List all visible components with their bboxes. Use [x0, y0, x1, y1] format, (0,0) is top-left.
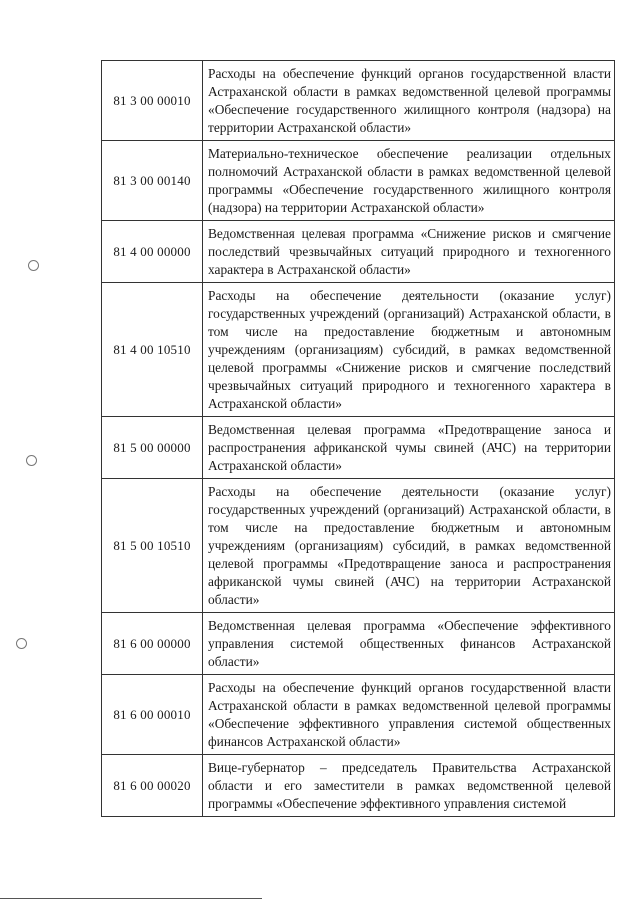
target-article-code: 81 6 00 00000	[102, 613, 203, 674]
expense-description: Ведомственная целевая программа «Обеспечение эффективного управления системой общественных финансов Астраханской области»	[203, 613, 615, 674]
target-article-code: 81 5 00 00000	[102, 417, 203, 478]
expense-description: Ведомственная целевая программа «Предотвращение заноса и распространения африканской чумы свиней (АЧС) на территории Астраханской области»	[203, 417, 615, 478]
page-bottom-rule	[0, 898, 262, 899]
table-row	[102, 675, 615, 755]
expense-description: Расходы на обеспечение деятельности (оказание услуг) государственных учреждений (организаций) Астраханской области, в том числе на предоставление бюджетным и автономным учреждениям (организациям) субсидий, в рамках ведомственной целевой программы «Снижение рисков и смягчение последствий чрезвычайных ситуаций природного и техногенного характера в Астраханской области»	[203, 283, 615, 416]
table-row	[102, 221, 615, 283]
table-row	[102, 755, 615, 817]
target-article-code: 81 6 00 00010	[102, 675, 203, 754]
expense-description: Расходы на обеспечение деятельности (оказание услуг) государственных учреждений (организаций) Астраханской области, в том числе на предоставление бюджетным и автономным учреждениям (организациям) субсидий, в рамках ведомственной целевой программы «Предотвращение заноса и распространения африканской чумы свиней (АЧС) на территории Астраханской области»	[203, 479, 615, 612]
target-article-code: 81 4 00 10510	[102, 283, 203, 416]
target-article-code: 81 5 00 10510	[102, 479, 203, 612]
target-article-code: 81 6 00 00020	[102, 755, 203, 816]
table-row	[102, 613, 615, 675]
table-row	[102, 479, 615, 613]
expense-description: Ведомственная целевая программа «Снижение рисков и смягчение последствий чрезвычайных ситуаций природного и техногенного характера в Астраханской области»	[203, 221, 615, 282]
target-article-code: 81 3 00 00010	[102, 61, 203, 140]
table-row	[102, 141, 615, 221]
expense-description: Расходы на обеспечение функций органов государственной власти Астраханской области в рамках ведомственной целевой программы «Обеспечение эффективного управления системой общественных финансов Астраханской области»	[203, 675, 615, 754]
budget-classification-table	[101, 60, 615, 817]
table-row	[102, 417, 615, 479]
expense-description: Материально-техническое обеспечение реализации отдельных полномочий Астраханской области в рамках ведомственной целевой программы «Обеспечение государственного жилищного контроля (надзора) на территории Астраханской области»	[203, 141, 615, 220]
target-article-code: 81 3 00 00140	[102, 141, 203, 220]
expense-description: Расходы на обеспечение функций органов государственной власти Астраханской области в рамках ведомственной целевой программы «Обеспечение государственного жилищного контроля (надзора) на территории Астраханской области»	[203, 61, 615, 140]
punch-hole-mark	[16, 638, 27, 649]
table-row	[102, 283, 615, 417]
table-row	[102, 61, 615, 141]
punch-hole-mark	[26, 455, 37, 466]
expense-description: Вице-губернатор – председатель Правительства Астраханской области и его заместители в рамках ведомственной целевой программы «Обеспечение эффективного управления системой	[203, 755, 615, 816]
target-article-code: 81 4 00 00000	[102, 221, 203, 282]
punch-hole-mark	[28, 260, 39, 271]
